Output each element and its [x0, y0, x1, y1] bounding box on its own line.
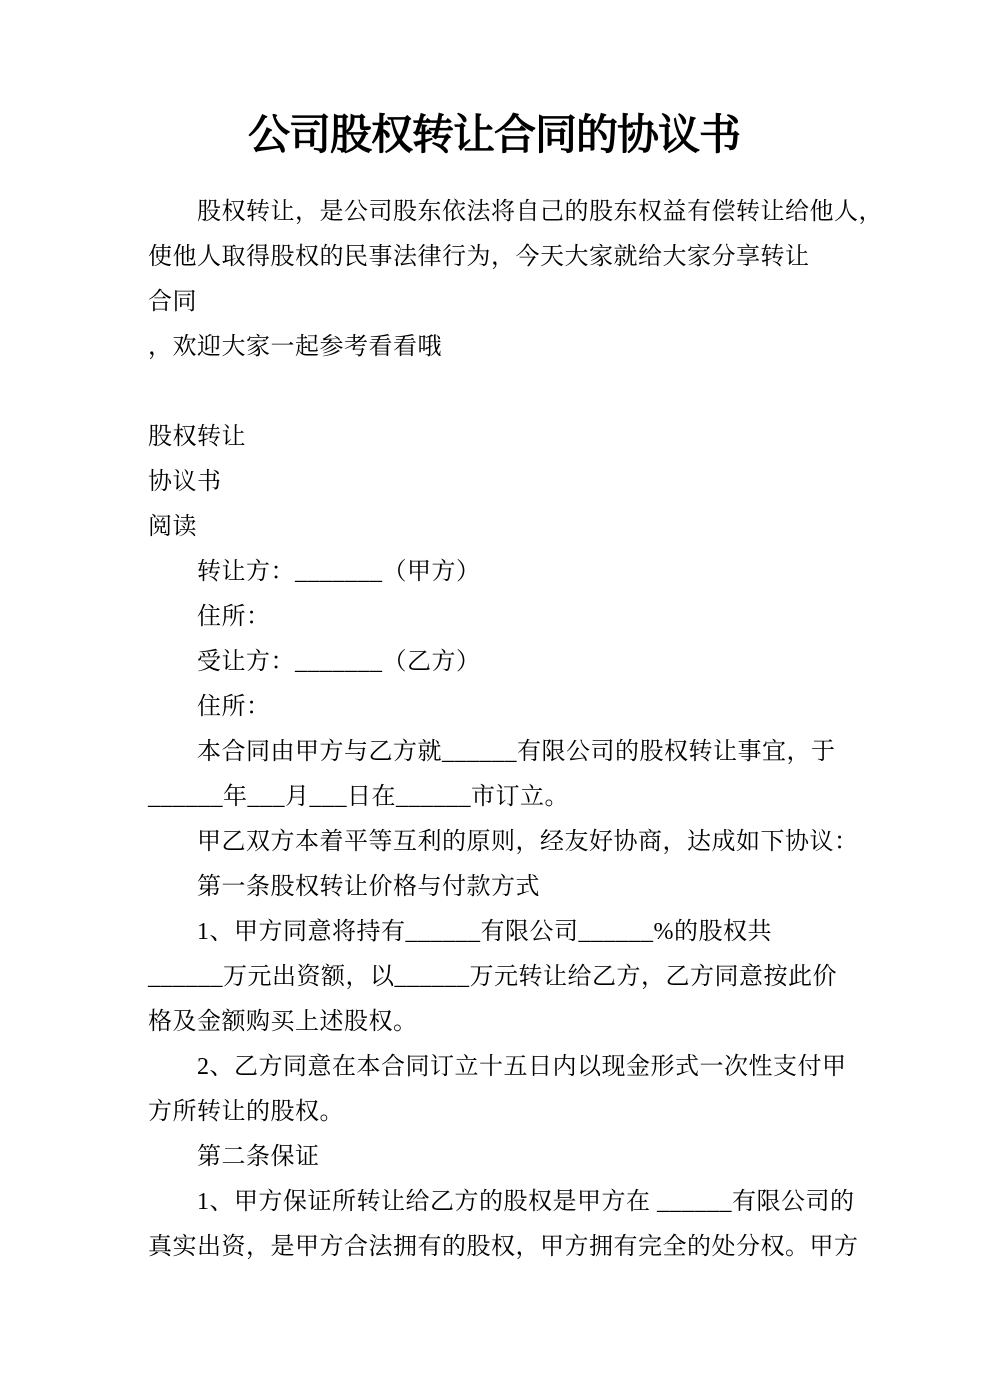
- document-line: 住所：: [197, 604, 271, 630]
- document-line: ，欢迎大家一起参考看看哦: [148, 334, 442, 360]
- document-line: ______万元出资额，以______万元转让给乙方，乙方同意按此价: [148, 964, 837, 990]
- document-line: 第二条保证: [197, 1144, 320, 1170]
- document-title: 公司股权转让合同的协议书: [247, 113, 740, 159]
- document-line: 1、甲方同意将持有______有限公司______%的股权共: [197, 919, 772, 945]
- document-line: 方所转让的股权。: [148, 1099, 344, 1125]
- document-line: 第一条股权转让价格与付款方式: [197, 874, 540, 900]
- document-line: 真实出资，是甲方合法拥有的股权，甲方拥有完全的处分权。甲方: [148, 1234, 859, 1260]
- document-line: 2、乙方同意在本合同订立十五日内以现金形式一次性支付甲: [197, 1054, 847, 1080]
- document-line: 股权转让: [148, 424, 246, 450]
- document-line: 协议书: [148, 469, 222, 495]
- document-line: 股权转让，是公司股东依法将自己的股东权益有偿转让给他人，: [197, 199, 883, 225]
- document-body: [148, 190, 948, 1270]
- document-line: ______年___月___日在______市订立。: [148, 784, 569, 810]
- document-line: 受让方：_______（乙方）: [197, 649, 481, 675]
- document-line: 格及金额购买上述股权。: [148, 1009, 418, 1035]
- document-line: 使他人取得股权的民事法律行为，今天大家就给大家分享转让: [148, 244, 810, 270]
- document-line: 甲乙双方本着平等互利的原则，经友好协商，达成如下协议：: [197, 829, 859, 855]
- document-line: 阅读: [148, 514, 197, 540]
- document-line: 合同: [148, 289, 197, 315]
- document-line: 转让方：_______（甲方）: [197, 559, 481, 585]
- document-line: 本合同由甲方与乙方就______有限公司的股权转让事宜，于: [197, 739, 836, 765]
- document-line: 住所：: [197, 694, 271, 720]
- document-blank-line: [148, 370, 948, 415]
- document-line: 1、甲方保证所转让给乙方的股权是甲方在 ______有限公司的: [197, 1189, 855, 1215]
